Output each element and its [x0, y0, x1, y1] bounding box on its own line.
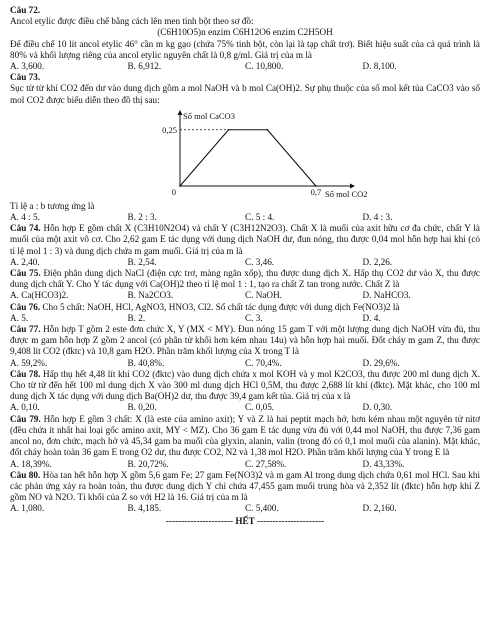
option-d[interactable]: D. 8,100.	[362, 61, 397, 72]
question-80	[10, 470, 480, 515]
chart-svg	[140, 108, 370, 200]
option-c[interactable]: C. 3,46.	[245, 256, 275, 267]
option-a[interactable]: A. 3,600.	[10, 61, 45, 72]
x-axis-arrow	[350, 183, 355, 188]
option-c[interactable]: C. 5,400.	[245, 503, 279, 514]
question-77-text: Hỗn hợp T gồm 2 este đơn chức X, Y (MX < MY). Đun nóng 15 gam T với một lượng dung dịch NaOH vừa đủ, thu được m gam hỗn hợp Z gồm 2 ancol (có phân tử khối hơn kém nhau 14u) và hỗn hợp hai muối. Đốt cháy m gam Z, thu được 9,408 lít CO2 (đktc) và 10,8 gam H2O. Phần trăm khối lượng của X trong T là	[10, 324, 481, 357]
data-point	[266, 129, 268, 131]
option-c[interactable]: C. 70,4%.	[245, 357, 282, 368]
data-point	[315, 185, 317, 187]
question-80-label: Câu 80.	[10, 469, 41, 480]
question-79-options	[10, 459, 480, 470]
option-a[interactable]: A. 18,39%.	[10, 458, 52, 469]
option-a[interactable]: A. 0,10.	[10, 402, 40, 413]
question-75	[10, 268, 480, 302]
option-d[interactable]: D. 29,6%.	[362, 357, 400, 368]
question-78-options	[10, 402, 480, 413]
y-axis-label: Số mol CaCO3	[183, 110, 235, 121]
question-72-options	[10, 61, 480, 72]
question-78-label: Câu 78.	[10, 368, 41, 379]
data-point	[179, 185, 181, 187]
question-77	[10, 324, 480, 369]
question-73-text: Sục từ từ khí CO2 đến dư vào dung dịch gồm a mol NaOH và b mol Ca(OH)2. Sự phụ thuộc của số mol kết tủa CaCO3 vào số mol CO2 được biểu diễn theo đồ thị sau:	[10, 83, 480, 105]
question-74	[10, 223, 480, 268]
option-a[interactable]: A. Ca(HCO3)2.	[10, 290, 69, 301]
question-76-label: Câu 76.	[10, 301, 41, 312]
question-77-options	[10, 358, 480, 369]
option-d[interactable]: D. 2,160.	[362, 503, 397, 514]
data-point	[228, 129, 230, 131]
question-72	[10, 5, 480, 72]
question-80-text: Hòa tan hết hỗn hợp X gồm 5,6 gam Fe; 27 gam Fe(NO3)2 và m gam Al trong dung dịch chứa 0,61 mol HCl. Sau khi các phản ứng xảy ra hoàn toàn, thu được dung dịch Y chỉ chứa 47,455 gam muối trung hòa và 2,352 lít (đktc) hỗn hợp khí Z gồm NO và N2O. Tỉ khối của Z so với H2 là 16. Giá trị của m là	[10, 469, 481, 503]
y-tick-label: 0,25	[162, 124, 177, 135]
question-80-options	[10, 503, 480, 514]
question-73-question: Tỉ lệ a : b tương ứng là	[10, 200, 95, 211]
question-76-text: Cho 5 chất: NaOH, HCl, AgNO3, HNO3, Cl2. Số chất tác dụng được với dung dịch Fe(NO3)2 là	[42, 301, 400, 312]
question-75-text: Điện phân dung dịch NaCl (điện cực trơ, màng ngăn xốp), thu được dung dịch X. Hấp thụ CO2 dư vào X, thu được dung dịch chất Y. Cho Y tác dụng với Ca(OH)2 theo tỉ lệ mol 1 : 1, tạo ra chất Z tan trong nước. Chất Z là	[10, 268, 481, 290]
question-73-options	[10, 212, 480, 223]
precipitate-graph	[10, 108, 480, 200]
option-b[interactable]: B. Na2CO3.	[127, 290, 174, 301]
option-b[interactable]: B. 2,54.	[127, 256, 157, 267]
question-73-label: Câu 73.	[10, 72, 41, 83]
question-75-options	[10, 290, 480, 301]
option-c[interactable]: C. 0,05.	[245, 402, 275, 413]
question-72-text: Ancol etylic được điều chế bằng cách lên men tinh bột theo sơ đồ:	[10, 16, 254, 27]
option-c[interactable]: C. 10,800.	[245, 61, 284, 72]
option-c[interactable]: C. 3.	[245, 312, 263, 323]
end-marker: ---------------------- HẾT ----------------------	[165, 515, 325, 526]
option-d[interactable]: D. 43,33%.	[362, 458, 405, 469]
option-d[interactable]: D. 4.	[362, 312, 381, 323]
x-axis-label: Số mol CO2	[325, 188, 368, 199]
option-d[interactable]: D. 2,26.	[362, 256, 393, 267]
y-axis-arrow	[178, 110, 183, 115]
option-b[interactable]: B. 2.	[127, 312, 146, 323]
question-79-text: Hỗn hợp E gồm 3 chất: X (là este của amino axit); Y và Z là hai peptit mạch hở, hơn kém nhau một nguyên tử nitơ (đều chứa ít nhất hai loại gốc amino axit, MY < MZ). Cho 36 gam E tác dụng vừa đủ với 0,44 mol NaOH, thu được 7,36 gam ancol no, đơn chức, mạch hở và 45,34 gam ba muối của glyxin, alanin, valin (trong đó có 0,1 mol muối của alanin). Mặt khác, đốt cháy hoàn toàn 36 gam E trong O2 dư, thu được CO2, N2 và 1,38 mol H2O. Phần trăm khối lượng của Y trong E là	[10, 413, 480, 458]
option-b[interactable]: B. 4,185.	[127, 503, 162, 514]
question-78-text: Hấp thụ hết 4,48 lít khí CO2 (đktc) vào dung dịch chứa x mol KOH và y mol K2CO3, thu được 200 ml dung dịch X. Cho từ từ đến hết 100 ml dung dịch X vào 300 ml dung dịch HCl 0,5M, thu được 2,688 lít khí (đktc). Mặt khác, cho 100 ml dung dịch X tác dụng với dung dịch Ba(OH)2 dư, thu được 39,4 gam kết tủa. Giá trị của x là	[10, 368, 480, 402]
option-a[interactable]: A. 59,2%.	[10, 357, 48, 368]
series-line	[180, 130, 316, 186]
option-a[interactable]: A. 5.	[10, 312, 29, 323]
question-78	[10, 369, 480, 414]
question-79-label: Câu 79.	[10, 413, 41, 424]
option-b[interactable]: B. 20,72%.	[127, 458, 169, 469]
x-tick-label: 0,7	[310, 186, 322, 197]
option-c[interactable]: C. 5 : 4.	[245, 212, 275, 223]
question-72-scheme: (C6H10O5)n enzim C6H12O6 enzim C2H5OH	[157, 27, 333, 38]
option-b[interactable]: B. 6,912.	[127, 61, 162, 72]
question-73	[10, 72, 480, 223]
question-72-problem: Để điều chế 10 lít ancol etylic 46° cần m kg gạo (chứa 75% tinh bột, còn lại là tạp chất trơ). Biết hiệu suất của cả quá trình là 80% và khối lượng riêng của ancol etylic nguyên chất là 0,8 g/ml. Giá trị của m là	[10, 38, 480, 60]
option-c[interactable]: C. 27,58%.	[245, 458, 287, 469]
option-b[interactable]: B. 0,20.	[127, 402, 157, 413]
option-a[interactable]: A. 1,080.	[10, 503, 45, 514]
option-d[interactable]: D. NaHCO3.	[362, 290, 411, 301]
option-b[interactable]: B. 2 : 3.	[127, 212, 157, 223]
question-76	[10, 302, 480, 324]
option-d[interactable]: D. 4 : 3.	[362, 212, 393, 223]
question-76-options	[10, 313, 480, 324]
question-74-label: Câu 74.	[10, 223, 41, 234]
question-72-label: Câu 72.	[10, 5, 41, 15]
option-b[interactable]: B. 40,8%.	[127, 357, 165, 368]
option-a[interactable]: A. 4 : 5.	[10, 212, 40, 223]
question-74-options	[10, 257, 480, 268]
option-d[interactable]: D. 0,30.	[362, 402, 393, 413]
option-c[interactable]: C. NaOH.	[245, 290, 283, 301]
option-a[interactable]: A. 2,40.	[10, 256, 40, 267]
origin-label: 0	[171, 186, 176, 197]
question-77-label: Câu 77.	[10, 324, 41, 335]
question-79	[10, 414, 480, 470]
question-74-text: Hỗn hợp E gồm chất X (C3H10N2O4) và chất Y (C3H12N2O3). Chất X là muối của axit hữu cơ đa chức, chất Y là muối của một axit vô cơ. Cho 2,62 gam E tác dụng với dung dịch NaOH dư, đun nóng, thu được 0,04 mol hỗn hợp hai khí (có tỉ lệ mol 1 : 3) và dung dịch chứa m gam muối. Giá trị của m là	[10, 223, 480, 256]
question-75-label: Câu 75.	[10, 268, 41, 279]
